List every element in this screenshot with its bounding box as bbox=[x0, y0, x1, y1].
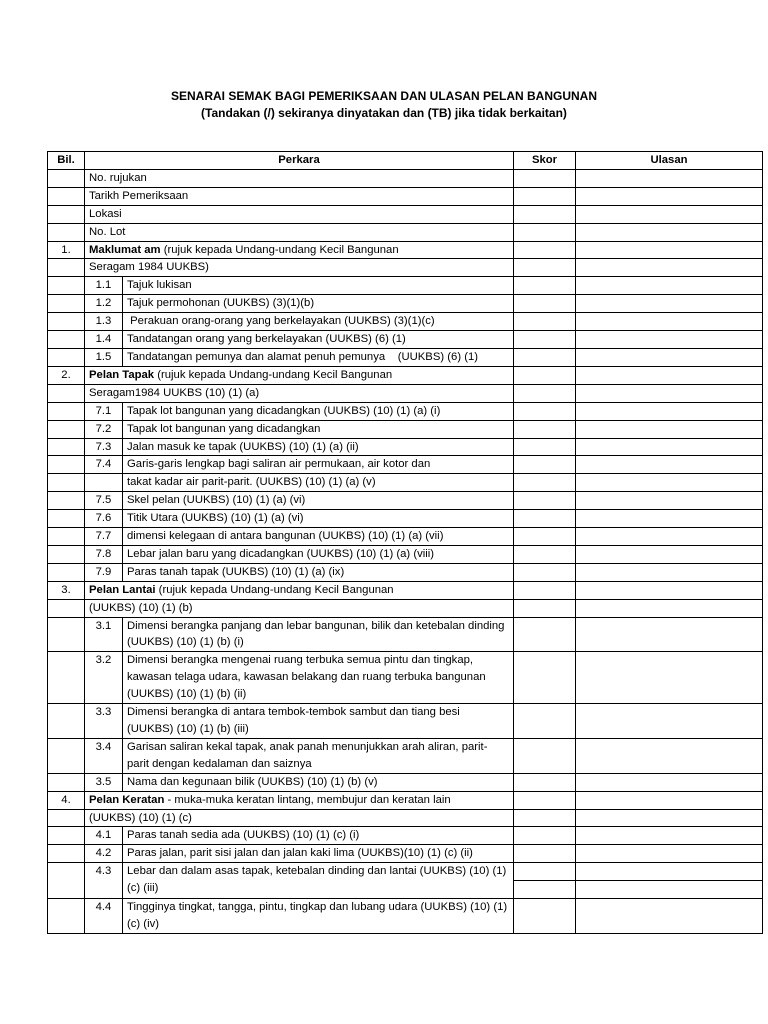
ulasan-cell[interactable] bbox=[576, 738, 763, 773]
item-number: 3.2 bbox=[85, 652, 123, 704]
section-heading-line2: (UUKBS) (10) (1) (c) bbox=[85, 809, 514, 827]
ulasan-cell[interactable] bbox=[576, 366, 763, 384]
item-row bbox=[48, 510, 763, 528]
ulasan-cell[interactable] bbox=[576, 313, 763, 331]
skor-cell[interactable] bbox=[514, 223, 576, 241]
ulasan-cell[interactable] bbox=[576, 563, 763, 581]
ulasan-cell[interactable] bbox=[576, 474, 763, 492]
section-heading-bold: Maklumat am bbox=[89, 243, 161, 256]
title-line-2: (Tandakan (/) sekiranya dinyatakan dan (TB) jika tidak berkaitan) bbox=[201, 106, 567, 120]
info-row bbox=[48, 187, 763, 205]
item-text: Tajuk lukisan bbox=[123, 277, 514, 295]
section-heading-row-2 bbox=[48, 599, 763, 617]
section-heading-line2: Seragam1984 UUKBS (10) (1) (a) bbox=[85, 384, 514, 402]
section-heading-row-2 bbox=[48, 809, 763, 827]
item-text: Nama dan kegunaan bilik (UUKBS) (10) (1) (b) (v) bbox=[123, 773, 514, 791]
item-number: 7.5 bbox=[85, 492, 123, 510]
item-text: Paras tanah sedia ada (UUKBS) (10) (1) (c) (i) bbox=[123, 827, 514, 845]
item-row bbox=[48, 899, 763, 934]
section-heading-row bbox=[48, 366, 763, 384]
ulasan-cell[interactable] bbox=[576, 259, 763, 277]
skor-cell[interactable] bbox=[514, 492, 576, 510]
title-line-1: SENARAI SEMAK BAGI PEMERIKSAAN DAN ULASAN PELAN BANGUNAN bbox=[170, 89, 598, 103]
skor-cell[interactable] bbox=[514, 295, 576, 313]
item-row bbox=[48, 492, 763, 510]
item-row bbox=[48, 773, 763, 791]
item-row bbox=[48, 652, 763, 704]
item-text: Garisan saliran kekal tapak, anak panah menunjukkan arah aliran, parit-parit dengan kedalaman dan saiznya bbox=[123, 738, 514, 773]
skor-cell[interactable] bbox=[514, 845, 576, 863]
skor-cell[interactable] bbox=[514, 277, 576, 295]
info-row bbox=[48, 169, 763, 187]
section-heading-rest: (rujuk kepada Undang-undang Kecil Bangunan bbox=[155, 583, 394, 596]
info-row bbox=[48, 223, 763, 241]
item-row bbox=[48, 617, 763, 652]
ulasan-cell[interactable] bbox=[576, 617, 763, 652]
item-number: 1.1 bbox=[85, 277, 123, 295]
item-number: 7.7 bbox=[85, 528, 123, 546]
document-title bbox=[0, 88, 768, 122]
skor-cell[interactable] bbox=[514, 704, 576, 739]
ulasan-cell[interactable] bbox=[576, 791, 763, 809]
ulasan-cell[interactable] bbox=[576, 809, 763, 827]
ulasan-cell[interactable] bbox=[576, 545, 763, 563]
item-number: 7.8 bbox=[85, 545, 123, 563]
item-text: Tandatangan pemunya dan alamat penuh pemunya (UUKBS) (6) (1) bbox=[123, 348, 514, 366]
section-heading-bold: Pelan Lantai bbox=[89, 583, 156, 596]
header-ulasan: Ulasan bbox=[576, 152, 763, 170]
skor-cell[interactable] bbox=[514, 809, 576, 827]
item-row bbox=[48, 845, 763, 863]
skor-cell[interactable] bbox=[514, 652, 576, 704]
skor-cell[interactable] bbox=[514, 545, 576, 563]
item-text: Tapak lot bangunan yang dicadangkan bbox=[123, 420, 514, 438]
skor-cell[interactable] bbox=[514, 528, 576, 546]
ulasan-cell[interactable] bbox=[576, 773, 763, 791]
skor-cell[interactable] bbox=[514, 187, 576, 205]
section-heading bbox=[85, 791, 514, 809]
skor-cell[interactable] bbox=[514, 438, 576, 456]
item-text-continued: takat kadar air parit-parit. (UUKBS) (10) (1) (a) (v) bbox=[123, 474, 514, 492]
info-label: Lokasi bbox=[85, 205, 514, 223]
item-text: Jalan masuk ke tapak (UUKBS) (10) (1) (a) (ii) bbox=[123, 438, 514, 456]
header-perkara: Perkara bbox=[85, 152, 514, 170]
info-row bbox=[48, 205, 763, 223]
skor-cell[interactable] bbox=[514, 581, 576, 599]
ulasan-cell[interactable] bbox=[576, 456, 763, 474]
section-heading-line2: Seragam 1984 UUKBS) bbox=[85, 259, 514, 277]
ulasan-cell[interactable] bbox=[576, 295, 763, 313]
item-row bbox=[48, 545, 763, 563]
skor-cell[interactable] bbox=[514, 456, 576, 474]
item-row bbox=[48, 528, 763, 546]
section-number: 4. bbox=[48, 791, 85, 809]
item-number: 7.1 bbox=[85, 402, 123, 420]
skor-cell[interactable] bbox=[514, 259, 576, 277]
ulasan-cell[interactable] bbox=[576, 277, 763, 295]
item-text: Paras tanah tapak (UUKBS) (10) (1) (a) (ix) bbox=[123, 563, 514, 581]
ulasan-cell[interactable] bbox=[576, 492, 763, 510]
info-label: Tarikh Pemeriksaan bbox=[85, 187, 514, 205]
header-skor: Skor bbox=[514, 152, 576, 170]
info-label: No. Lot bbox=[85, 223, 514, 241]
item-number: 7.4 bbox=[85, 456, 123, 474]
ulasan-cell[interactable] bbox=[576, 331, 763, 349]
item-row-continued bbox=[48, 474, 763, 492]
section-heading-bold: Pelan Keratan bbox=[89, 793, 165, 806]
item-text: Tingginya tingkat, tangga, pintu, tingkap dan lubang udara (UUKBS) (10) (1) (c) (iv) bbox=[123, 899, 514, 934]
section-heading-line2: (UUKBS) (10) (1) (b) bbox=[85, 599, 514, 617]
header-row bbox=[48, 152, 763, 170]
section-heading-row bbox=[48, 791, 763, 809]
item-row bbox=[48, 738, 763, 773]
section-heading-bold: Pelan Tapak bbox=[89, 368, 155, 381]
section-number: 3. bbox=[48, 581, 85, 599]
ulasan-cell[interactable] bbox=[576, 528, 763, 546]
skor-cell[interactable] bbox=[514, 348, 576, 366]
ulasan-cell[interactable] bbox=[576, 581, 763, 599]
ulasan-cell[interactable] bbox=[576, 438, 763, 456]
item-text: Tapak lot bangunan yang dicadangkan (UUKBS) (10) (1) (a) (i) bbox=[123, 402, 514, 420]
section-heading bbox=[85, 366, 514, 384]
item-number: 3.5 bbox=[85, 773, 123, 791]
ulasan-cell[interactable] bbox=[576, 827, 763, 845]
item-text: Tajuk permohonan (UUKBS) (3)(1)(b) bbox=[123, 295, 514, 313]
skor-cell[interactable] bbox=[514, 169, 576, 187]
skor-cell[interactable] bbox=[514, 402, 576, 420]
ulasan-cell[interactable] bbox=[576, 420, 763, 438]
section-heading-rest: (rujuk kepada Undang-undang Kecil Bangunan bbox=[154, 368, 393, 381]
item-text: Dimensi berangka mengenai ruang terbuka semua pintu dan tingkap, kawasan telaga udara, kawasan belakang dan ruang terbuka bangunan (UUKBS) (10) (1) (b) (ii) bbox=[123, 652, 514, 704]
section-heading-row bbox=[48, 241, 763, 259]
item-text: Skel pelan (UUKBS) (10) (1) (a) (vi) bbox=[123, 492, 514, 510]
item-row bbox=[48, 420, 763, 438]
skor-cell[interactable] bbox=[514, 366, 576, 384]
item-text: Dimensi berangka di antara tembok-tembok sambut dan tiang besi (UUKBS) (10) (1) (b) (iii) bbox=[123, 704, 514, 739]
skor-cell[interactable] bbox=[514, 738, 576, 773]
item-text: dimensi kelegaan di antara bangunan (UUKBS) (10) (1) (a) (vii) bbox=[123, 528, 514, 546]
skor-cell[interactable] bbox=[514, 474, 576, 492]
item-row bbox=[48, 704, 763, 739]
skor-cell[interactable] bbox=[514, 384, 576, 402]
item-text: Paras jalan, parit sisi jalan dan jalan kaki lima (UUKBS)(10) (1) (c) (ii) bbox=[123, 845, 514, 863]
item-number: 1.4 bbox=[85, 331, 123, 349]
info-label: No. rujukan bbox=[85, 169, 514, 187]
section-heading-rest: - muka-muka keratan lintang, membujur dan keratan lain bbox=[164, 793, 451, 806]
item-row bbox=[48, 438, 763, 456]
item-number: 1.3 bbox=[85, 313, 123, 331]
item-number: 4.3 bbox=[85, 863, 123, 899]
section-number: 2. bbox=[48, 366, 85, 384]
skor-cell[interactable] bbox=[514, 599, 576, 617]
item-number: 4.2 bbox=[85, 845, 123, 863]
skor-cell[interactable] bbox=[514, 617, 576, 652]
item-number: 1.5 bbox=[85, 348, 123, 366]
ulasan-cell[interactable] bbox=[576, 348, 763, 366]
section-heading-row bbox=[48, 581, 763, 599]
ulasan-cell[interactable] bbox=[576, 384, 763, 402]
header-bil: Bil. bbox=[48, 152, 85, 170]
section-heading bbox=[85, 581, 514, 599]
item-text: Lebar jalan baru yang dicadangkan (UUKBS) (10) (1) (a) (viii) bbox=[123, 545, 514, 563]
item-number: 3.4 bbox=[85, 738, 123, 773]
skor-cell-split[interactable] bbox=[514, 863, 576, 899]
item-row bbox=[48, 277, 763, 295]
ulasan-cell[interactable] bbox=[576, 223, 763, 241]
section-heading-rest: (rujuk kepada Undang-undang Kecil Bangunan bbox=[160, 243, 399, 256]
section-number: 1. bbox=[48, 241, 85, 259]
section-heading bbox=[85, 241, 514, 259]
ulasan-cell[interactable] bbox=[576, 402, 763, 420]
skor-cell[interactable] bbox=[514, 241, 576, 259]
item-text: Tandatangan orang yang berkelayakan (UUKBS) (6) (1) bbox=[123, 331, 514, 349]
ulasan-cell[interactable] bbox=[576, 187, 763, 205]
ulasan-cell-split[interactable] bbox=[576, 863, 763, 899]
ulasan-cell[interactable] bbox=[576, 510, 763, 528]
ulasan-cell[interactable] bbox=[576, 241, 763, 259]
ulasan-cell[interactable] bbox=[576, 704, 763, 739]
item-row bbox=[48, 295, 763, 313]
item-row bbox=[48, 331, 763, 349]
item-number: 7.6 bbox=[85, 510, 123, 528]
item-text: Perakuan orang-orang yang berkelayakan (UUKBS) (3)(1)(c) bbox=[123, 313, 514, 331]
item-row bbox=[48, 827, 763, 845]
item-number: 3.1 bbox=[85, 617, 123, 652]
item-number: 4.4 bbox=[85, 899, 123, 934]
item-text: Lebar dan dalam asas tapak, ketebalan dinding dan lantai (UUKBS) (10) (1) (c) (iii) bbox=[123, 863, 514, 899]
skor-cell[interactable] bbox=[514, 331, 576, 349]
item-number: 7.2 bbox=[85, 420, 123, 438]
skor-cell[interactable] bbox=[514, 420, 576, 438]
item-text: Dimensi berangka panjang dan lebar bangunan, bilik dan ketebalan dinding (UUKBS) (10) (1) (b) (i) bbox=[123, 617, 514, 652]
skor-cell[interactable] bbox=[514, 510, 576, 528]
skor-cell[interactable] bbox=[514, 827, 576, 845]
item-row bbox=[48, 402, 763, 420]
section-heading-row-2 bbox=[48, 259, 763, 277]
item-number: 1.2 bbox=[85, 295, 123, 313]
item-number: 7.9 bbox=[85, 563, 123, 581]
item-row bbox=[48, 348, 763, 366]
item-row bbox=[48, 313, 763, 331]
checklist-table bbox=[47, 151, 763, 934]
item-row bbox=[48, 456, 763, 474]
section-heading-row-2 bbox=[48, 384, 763, 402]
ulasan-cell[interactable] bbox=[576, 169, 763, 187]
item-text: Titik Utara (UUKBS) (10) (1) (a) (vi) bbox=[123, 510, 514, 528]
item-row bbox=[48, 563, 763, 581]
item-number: 7.3 bbox=[85, 438, 123, 456]
item-row bbox=[48, 863, 763, 899]
item-number: 4.1 bbox=[85, 827, 123, 845]
skor-cell[interactable] bbox=[514, 899, 576, 934]
ulasan-cell[interactable] bbox=[576, 599, 763, 617]
ulasan-cell[interactable] bbox=[576, 899, 763, 934]
skor-cell[interactable] bbox=[514, 563, 576, 581]
skor-cell[interactable] bbox=[514, 773, 576, 791]
ulasan-cell[interactable] bbox=[576, 652, 763, 704]
ulasan-cell[interactable] bbox=[576, 205, 763, 223]
skor-cell[interactable] bbox=[514, 313, 576, 331]
item-text: Garis-garis lengkap bagi saliran air permukaan, air kotor dan bbox=[123, 456, 514, 474]
skor-cell[interactable] bbox=[514, 205, 576, 223]
skor-cell[interactable] bbox=[514, 791, 576, 809]
item-number: 3.3 bbox=[85, 704, 123, 739]
ulasan-cell[interactable] bbox=[576, 845, 763, 863]
